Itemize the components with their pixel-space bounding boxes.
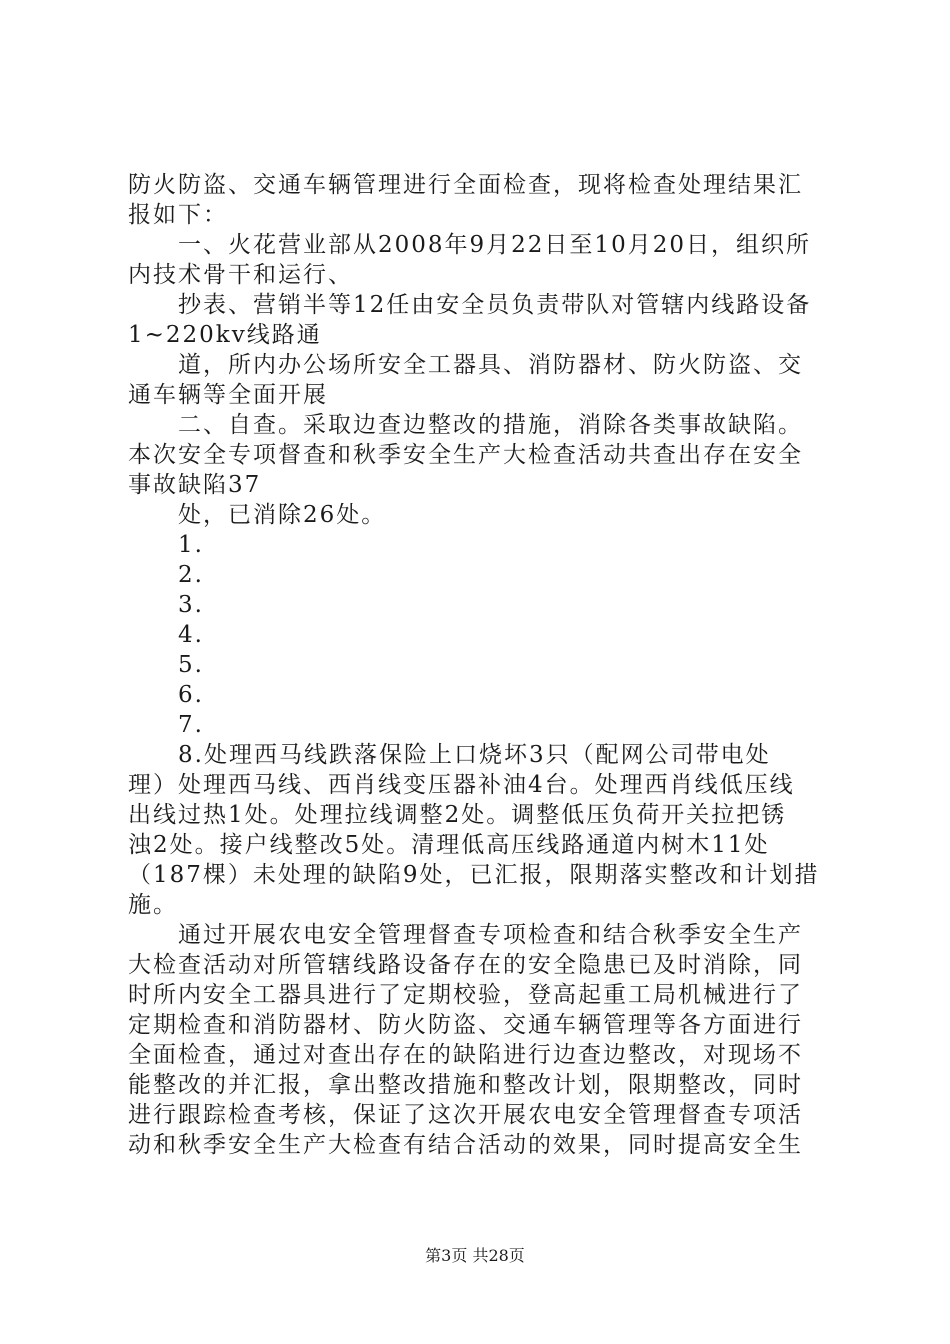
text-line: 1~220kv线路通 [128, 322, 322, 348]
list-item: 6. [128, 682, 204, 708]
text-line: 全面检查，通过对查出存在的缺陷进行边查边整改，对现场不 [128, 1042, 803, 1068]
text-line: 动和秋季安全生产大检查有结合活动的效果，同时提高安全生 [128, 1132, 803, 1158]
page-number-footer: 第3页 共28页 [425, 1246, 525, 1265]
text-line: 进行跟踪检查考核，保证了这次开展农电安全管理督查专项活 [128, 1102, 803, 1128]
text-line: 抄表、营销半等12任由安全员负责带队对管辖内线路设备 [128, 292, 812, 318]
list-item: 1. [128, 532, 204, 558]
text-line: 事故缺陷37 [128, 472, 262, 498]
text-line: 内技术骨干和运行、 [128, 262, 353, 288]
list-item: 4. [128, 622, 204, 648]
list-item: 7. [128, 712, 204, 738]
text-line: 通过开展农电安全管理督查专项检查和结合秋季安全生产 [128, 922, 803, 948]
text-line: 报如下： [128, 202, 228, 228]
text-line: 处，已消除26处。 [128, 502, 387, 528]
text-line: 道，所内办公场所安全工器具、消防器材、防火防盗、交 [128, 352, 803, 378]
text-line: 出线过热1处。处理拉线调整2处。调整低压负荷开关拉把锈 [128, 802, 787, 828]
text-line: 防火防盗、交通车辆管理进行全面检查，现将检查处理结果汇 [128, 172, 803, 198]
text-line: 二、自查。采取边查边整改的措施，消除各类事故缺陷。 [128, 412, 803, 438]
text-line: （187棵）未处理的缺陷9处，已汇报，限期落实整改和计划措 [128, 862, 820, 888]
text-line: 8.处理西马线跌落保险上口烧坏3只（配网公司带电处 [128, 742, 771, 768]
text-line: 通车辆等全面开展 [128, 382, 328, 408]
text-line: 定期检查和消防器材、防火防盗、交通车辆管理等各方面进行 [128, 1012, 803, 1038]
text-line: 理）处理西马线、西肖线变压器补油4台。处理西肖线低压线 [128, 772, 795, 798]
text-line: 本次安全专项督查和秋季安全生产大检查活动共查出存在安全 [128, 442, 803, 468]
list-item: 5. [128, 652, 204, 678]
text-line: 大检查活动对所管辖线路设备存在的安全隐患已及时消除，同 [128, 952, 803, 978]
text-line: 浊2处。接户线整改5处。清理低高压线路通道内树木11处 [128, 832, 770, 858]
list-item: 3. [128, 592, 204, 618]
text-line: 一、火花营业部从2008年9月22日至10月20日，组织所 [128, 232, 811, 258]
text-line: 施。 [128, 892, 178, 918]
text-line: 时所内安全工器具进行了定期校验，登高起重工局机械进行了 [128, 982, 803, 1008]
list-item: 2. [128, 562, 204, 588]
text-line: 能整改的并汇报，拿出整改措施和整改计划，限期整改，同时 [128, 1072, 803, 1098]
